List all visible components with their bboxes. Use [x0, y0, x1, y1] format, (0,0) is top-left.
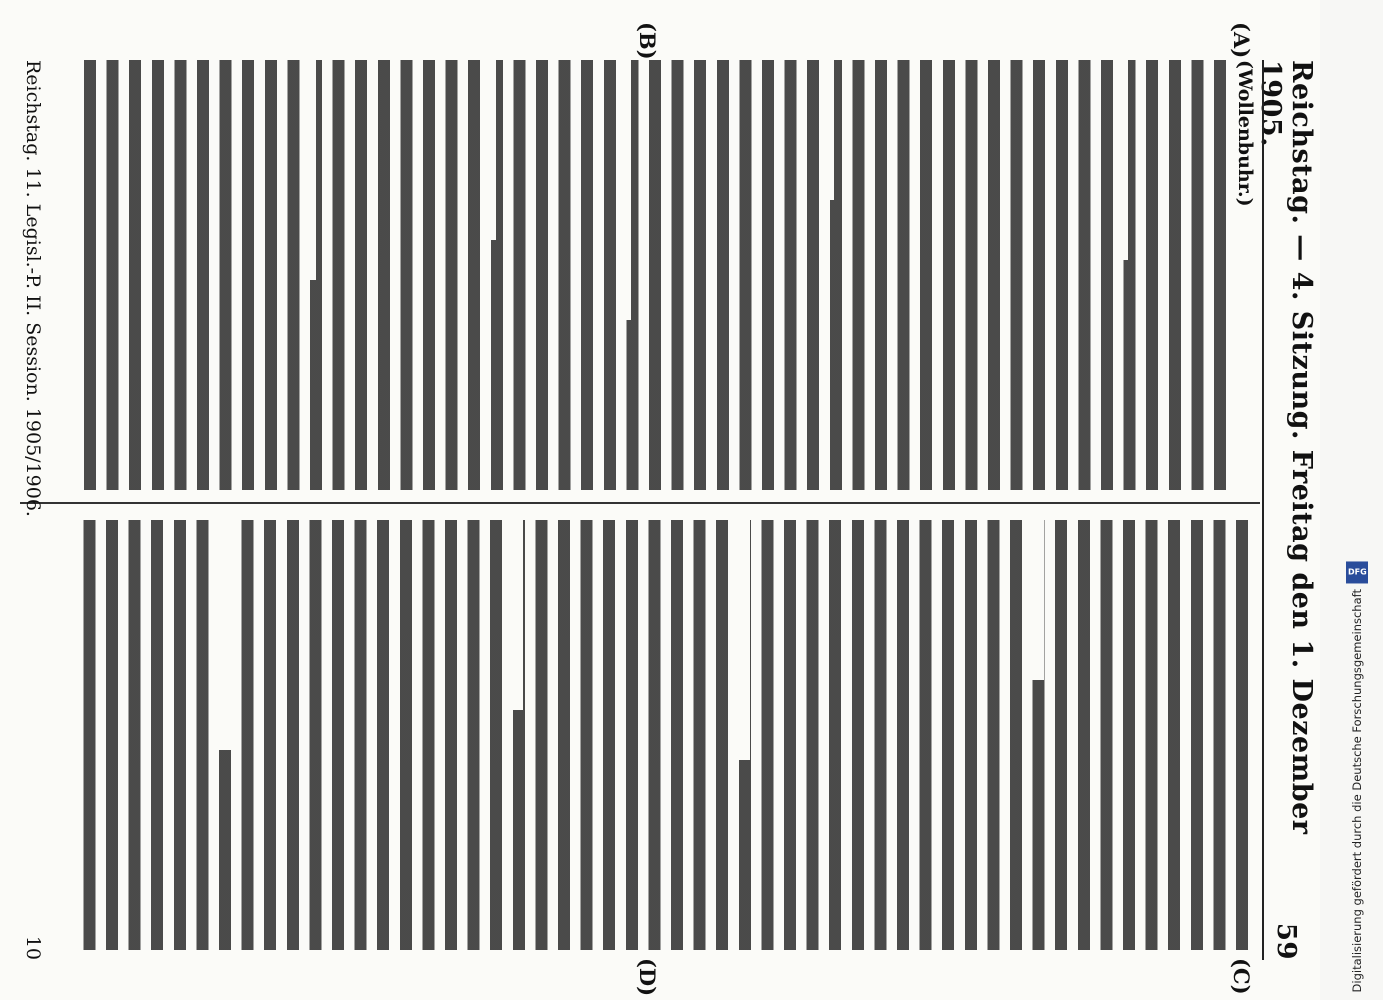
paragraph-break	[511, 520, 523, 710]
paragraph-break	[822, 60, 834, 200]
paragraph-break	[484, 60, 496, 240]
right-column	[76, 520, 1256, 950]
paragraph-break	[219, 520, 231, 750]
credit-text: Digitalisierung gefördert durch die Deutsche Forschungsgemeinschaft	[1350, 588, 1364, 992]
paragraph-break	[619, 60, 631, 320]
header-page-number: 59	[1271, 922, 1301, 960]
paragraph-break	[304, 60, 316, 280]
header-rule	[1262, 60, 1264, 960]
page-header	[1255, 60, 1317, 960]
footer-page-number: 10	[22, 935, 44, 960]
left-column-text-block	[76, 60, 1226, 490]
dfg-logo-icon: DFG	[1346, 561, 1368, 583]
right-column-text-block	[76, 520, 1248, 950]
footer-session-info: Reichstag. 11. Legisl.-P. II. Session. 1905/1906.	[22, 60, 44, 517]
header-title: Reichstag. — 4. Sitzung. Freitag den 1. Dezember 1905.	[1255, 60, 1317, 835]
page-footer	[18, 60, 44, 960]
margin-letter-d: (D)	[635, 958, 660, 997]
left-column	[76, 60, 1256, 490]
left-column-heading: (Wollenbuhr.)	[1234, 60, 1256, 207]
digitization-credit	[1342, 8, 1372, 992]
margin-letter-b: (B)	[635, 22, 660, 60]
paragraph-break	[1032, 520, 1044, 680]
margin-letter-c: (C)	[1229, 958, 1254, 995]
paragraph-break	[1116, 60, 1128, 260]
column-divider	[20, 502, 1260, 504]
paragraph-break	[738, 520, 750, 760]
margin-letter-a: (A)	[1229, 22, 1254, 59]
